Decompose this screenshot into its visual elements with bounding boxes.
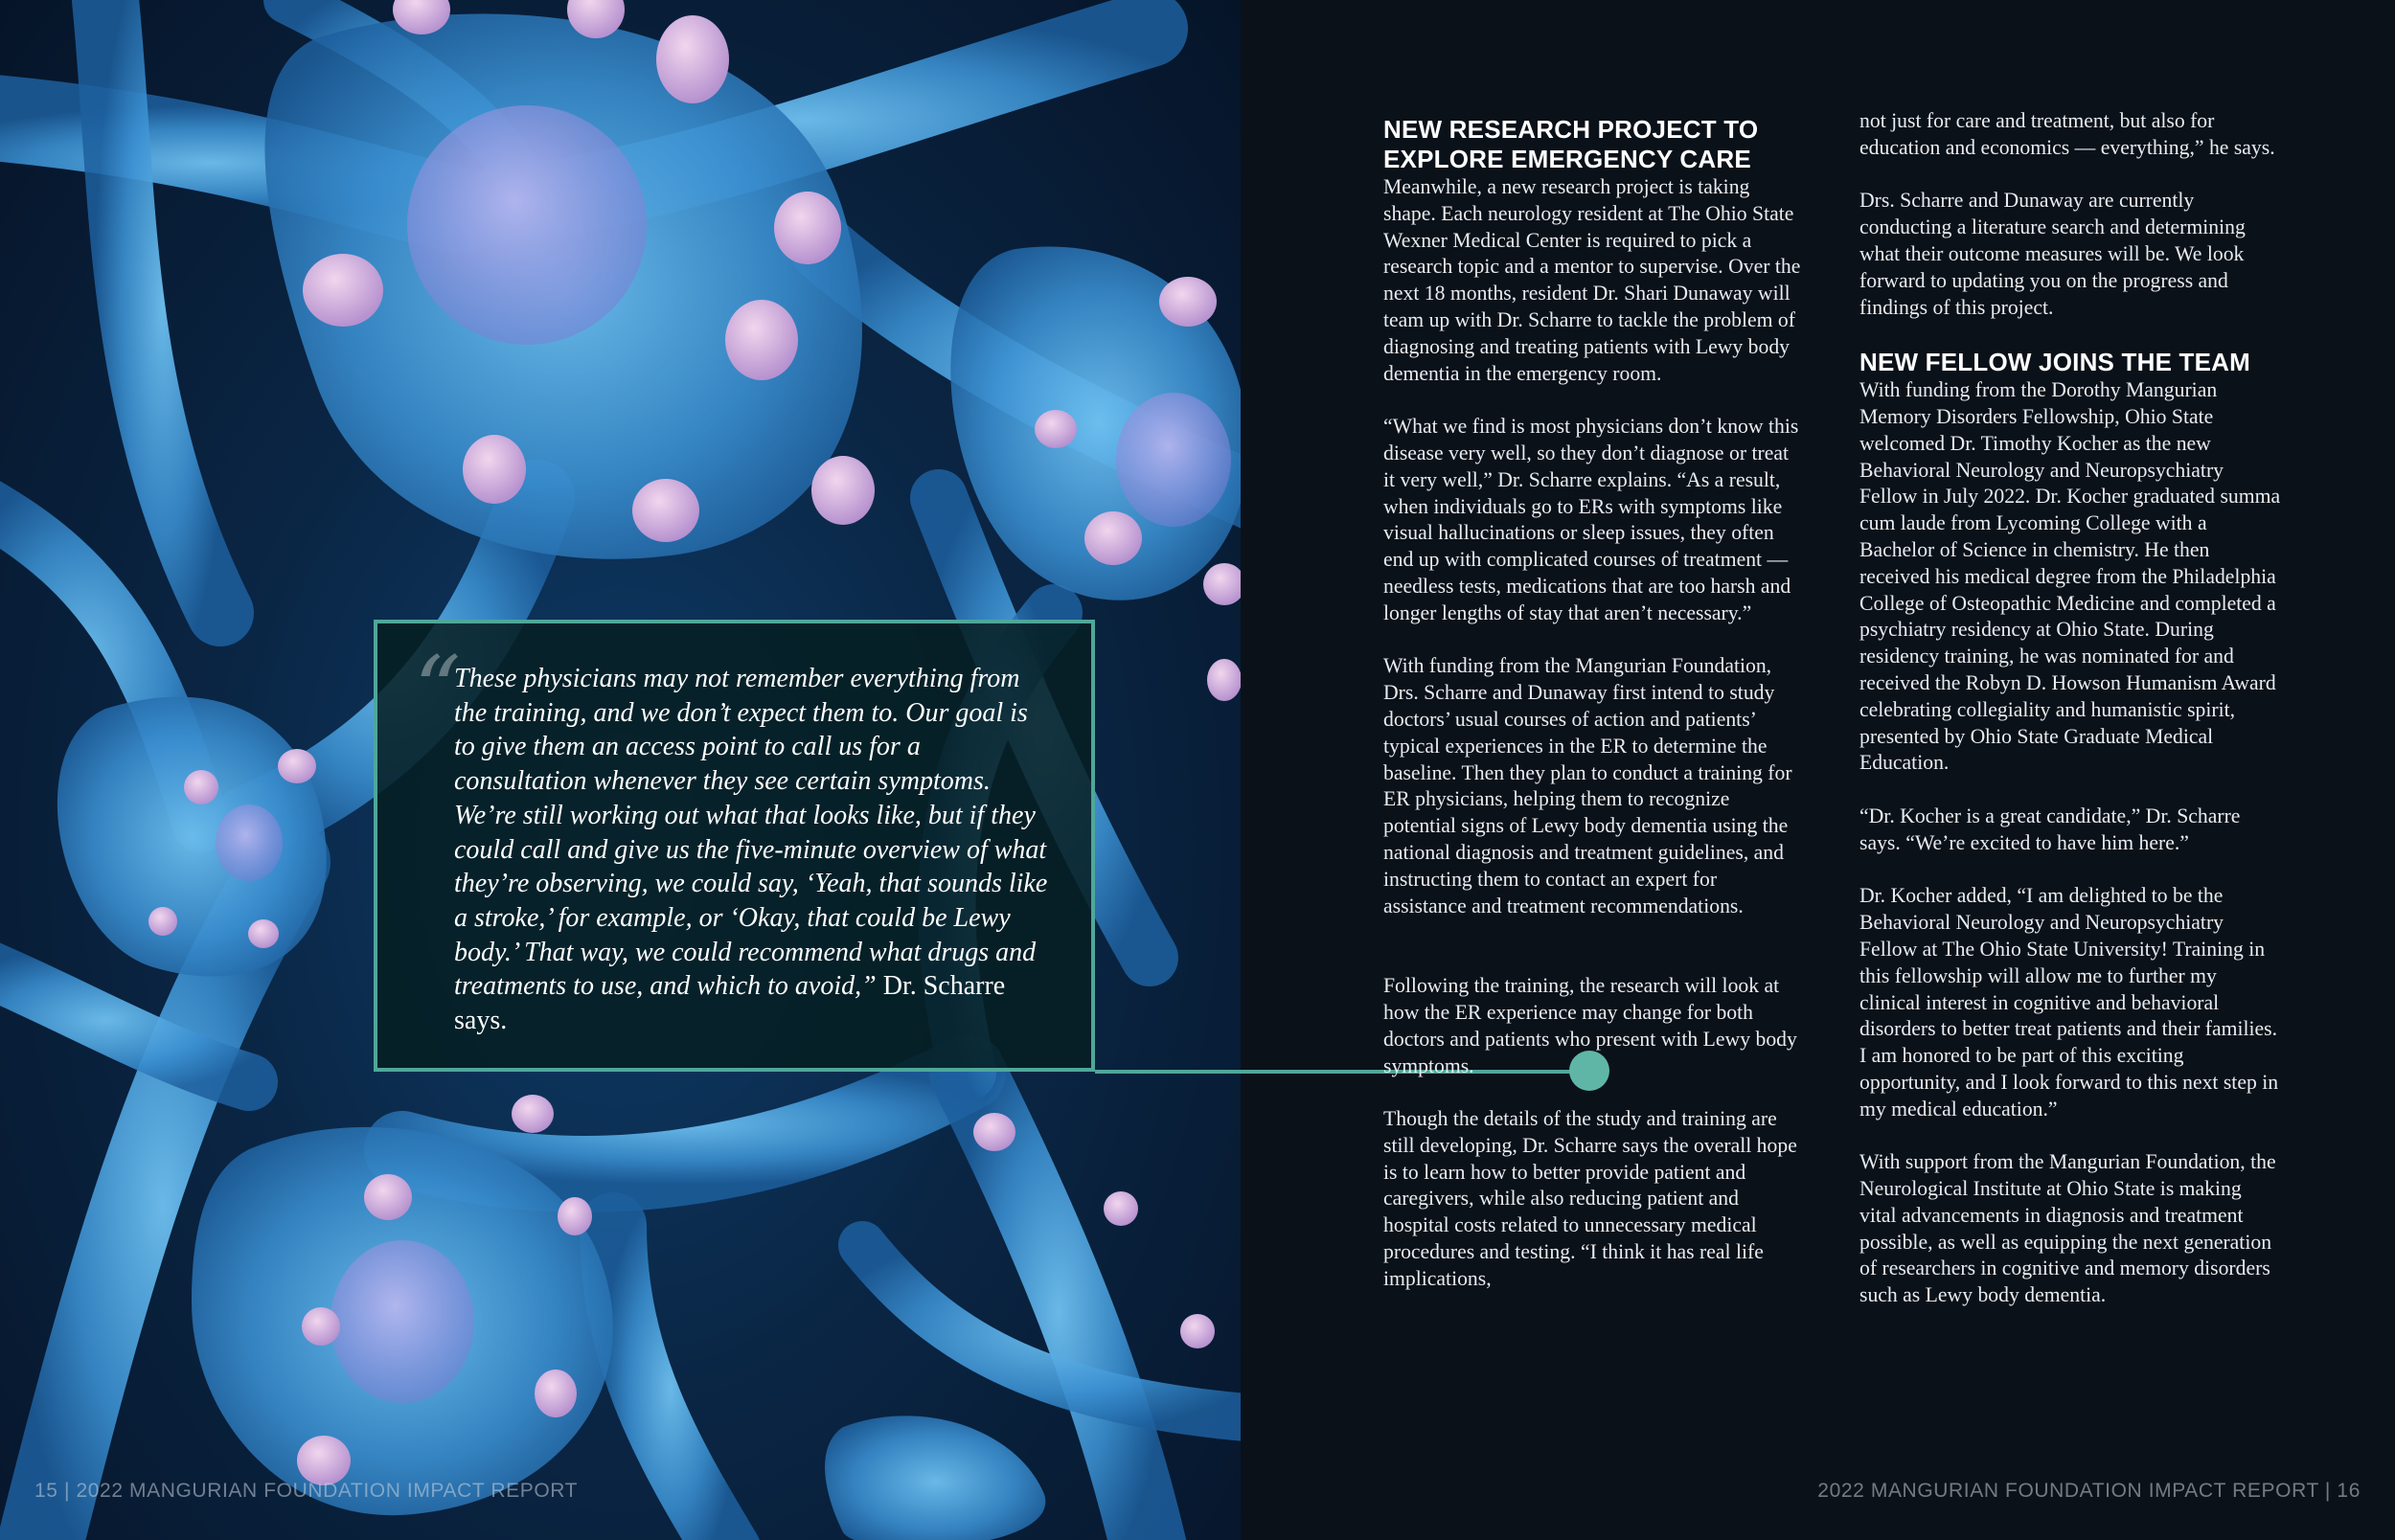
paragraph: With funding from the Mangurian Foundation, Drs. Scharre and Dunaway first intend to study doctors’ usual courses of action and patients’ typical experiences in the ER to determine the baseline. Then they plan to conduct a training for ER physicians, helping them to recognize potential signs of Lewy body dementia using the national diagnosis and treatment guidelines, and instructing them to contact an expert for assistance and treatment recommendations. <box>1383 654 1792 917</box>
page-footer-left: 15 | 2022 MANGURIAN FOUNDATION IMPACT REPORT <box>34 1480 579 1502</box>
article-column-right <box>1859 108 2281 1336</box>
paragraph: not just for care and treatment, but also for education and economics — everything,” he says. <box>1859 109 2275 159</box>
paragraph: With support from the Mangurian Foundation, the Neurological Institute at Ohio State is making vital advancements in diagnosis and treatment possible, as well as equipping the next generation of researchers in cognitive and memory disorders such as Lewy body dementia. <box>1859 1150 2276 1307</box>
page-footer-right: 2022 MANGURIAN FOUNDATION IMPACT REPORT | 16 <box>1817 1480 2361 1502</box>
quotation-mark-icon: “ <box>414 637 462 744</box>
paragraph: Following the training, the research will look at how the ER experience may change for both doctors and patients who present with Lewy body symptoms. <box>1383 974 1797 1077</box>
section-heading-research: NEW RESEARCH PROJECT TO EXPLORE EMERGENCY CARE <box>1383 115 1759 173</box>
paragraph: “What we find is most physicians don’t know this disease very well, so they don’t diagnose or treat it very well,” Dr. Scharre explains. “As a result, when individuals go to ERs with symptoms like visual hallucinations or sleep issues, they often end up with complicated courses of treatment — needless tests, medications that are too harsh and longer lengths of stay that aren’t necessary.” <box>1383 415 1799 624</box>
pull-quote-text <box>454 662 1053 1038</box>
pull-quote-body: These physicians may not remember everything from the training, and we don’t expect them to. Our goal is to give them an access point to call us for a consultation whenever they see certain symptoms. We’re still working out what that looks like, but if they could call and give us the five-minute overview of what they’re observing, we could say, ‘Yeah, that sounds like a stroke,’ for example, or ‘Okay, that could be Lewy body.’ That way, we could recommend what drugs and treatments to use, and which to avoid,” <box>454 664 1048 1002</box>
paragraph: Dr. Kocher added, “I am delighted to be the Behavioral Neurology and Neuropsychiatry Fellow at The Ohio State University! Training in this fellowship will allow me to further my clinical interest in cognitive and behavioral disorders to better treat patients and their families. I am honored to be part of this exciting opportunity, and I look forward to this next step in my medical education.” <box>1859 884 2279 1121</box>
connector-gap <box>1383 946 1805 973</box>
paragraph: With funding from the Dorothy Mangurian Memory Disorders Fellowship, Ohio State welcomed Dr. Timothy Kocher as the new Behavioral Neurology and Neuropsychiatry Fellow in July 2022. Dr. Kocher graduated summa cum laude from Lycoming College with a Bachelor of Science in chemistry. He then received his medical degree from the Philadelphia College of Osteopathic Medicine and completed a psychiatry residency at Ohio State. During residency training, he was nominated for and received the Robyn D. Howson Humanism Award celebrating collegiality and humanistic spirit, presented by Ohio State Graduate Medical Education. <box>1859 378 2281 775</box>
paragraph: Drs. Scharre and Dunaway are currently conducting a literature search and determining what their outcome measures will be. We look forward to updating you on the progress and findings of this project. <box>1859 189 2246 319</box>
paragraph: Meanwhile, a new research project is taking shape. Each neurology resident at The Ohio State Wexner Medical Center is required to pick a research topic and a mentor to supervise. Over the next 18 months, resident Dr. Shari Dunaway will team up with Dr. Scharre to tackle the problem of diagnosing and treating patients with Lewy body dementia in the emergency room. <box>1383 175 1801 385</box>
section-heading-fellow: NEW FELLOW JOINS THE TEAM <box>1859 348 2250 377</box>
paragraph: Though the details of the study and training are still developing, Dr. Scharre says the overall hope is to learn how to better provide patient and caregivers, while also reducing patient and hospital costs related to unnecessary medical procedures and testing. “I think it has real life implications, <box>1383 1107 1797 1290</box>
article-column-left <box>1383 115 1805 1319</box>
pull-quote-attribution: Dr. Scharre says. <box>454 971 1006 1036</box>
paragraph: “Dr. Kocher is a great candidate,” Dr. Scharre says. “We’re excited to have him here.” <box>1859 804 2241 854</box>
pull-quote <box>374 620 1095 1072</box>
